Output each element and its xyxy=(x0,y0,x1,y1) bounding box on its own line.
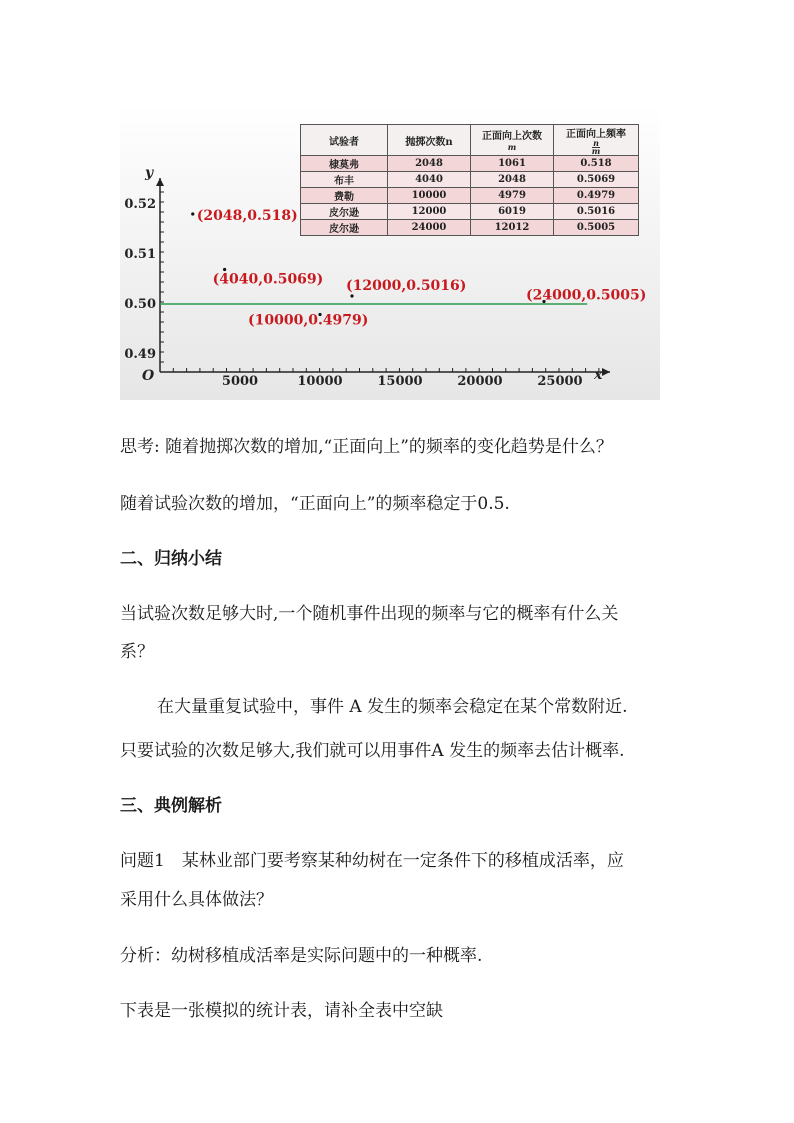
x-axis-label: x xyxy=(594,367,603,383)
x-tick-label: 20000 xyxy=(457,374,503,389)
y-tick-label: 0.51 xyxy=(124,247,156,262)
data-point xyxy=(191,212,194,215)
fraction-n-over-m: $\frac{n}{m}$ xyxy=(591,138,601,156)
problem1-line2: 采用什么具体做法？ xyxy=(120,890,273,910)
section-heading-examples: 三、典例解析 xyxy=(120,796,222,816)
summary-question-line2: 系？ xyxy=(120,642,154,662)
table-header: 试验者 xyxy=(301,125,388,156)
origin-label: O xyxy=(142,368,155,384)
x-tick-label: 10000 xyxy=(297,374,343,389)
analysis-text: 分析：幼树移植成活率是实际问题中的一种概率. xyxy=(120,946,483,966)
x-tick-label: 5000 xyxy=(221,374,259,389)
data-label: (12000,0.5016) xyxy=(346,278,467,294)
x-tick-label: 15000 xyxy=(377,374,423,389)
y-tick-label: 0.52 xyxy=(124,197,156,212)
table-row: 皮尔逊 24000 12012 0.5005 xyxy=(301,220,639,236)
summary-question-line1: 当试验次数足够大时,一个随机事件出现的频率与它的概率有什么关 xyxy=(120,604,619,624)
table-row: 费勒 10000 4979 0.4979 xyxy=(301,188,639,204)
y-axis-arrow xyxy=(156,178,164,186)
table-header: 正面向上频率 $\frac{n}{m}$ xyxy=(554,125,639,156)
summary-paragraph-line2: 只要试验的次数足够大,我们就可以用事件A 发生的频率去估计概率. xyxy=(120,741,625,761)
table-row: 棣莫弗 2048 1061 0.518 xyxy=(301,156,639,172)
think-question: 思考: 随着抛掷次数的增加,“正面向上”的频率的变化趋势是什么？ xyxy=(120,437,613,457)
summary-paragraph-line1: 在大量重复试验中，事件 A 发生的频率会稳定在某个常数附近. xyxy=(157,697,628,717)
section-heading-summary: 二、归纳小结 xyxy=(120,549,222,569)
y-tick-label: 0.49 xyxy=(124,347,156,362)
answer-text: 随着试验次数的增加，“正面向上”的频率稳定于0.5. xyxy=(120,494,510,514)
data-point xyxy=(350,294,353,297)
table-header: 正面向上次数 m xyxy=(471,125,554,156)
coin-toss-table xyxy=(300,124,639,236)
data-label: (10000,0.4979) xyxy=(248,312,369,329)
x-axis-arrow xyxy=(602,368,610,376)
problem1-line1: 问题1 某林业部门要考察某种幼树在一定条件下的移植成活率，应 xyxy=(120,851,624,871)
table-row: 皮尔逊 12000 6019 0.5016 xyxy=(301,204,639,220)
data-label: (24000,0.5005) xyxy=(526,287,647,304)
y-tick-label: 0.50 xyxy=(124,297,156,312)
frequency-figure xyxy=(120,104,660,400)
table-row: 布丰 4040 2048 0.5069 xyxy=(301,172,639,188)
table-header: 抛掷次数n xyxy=(388,125,471,156)
data-label: (2048,0.518) xyxy=(196,208,298,224)
x-tick-label: 25000 xyxy=(537,374,583,389)
y-axis-label: y xyxy=(145,165,154,181)
table-note: 下表是一张模拟的统计表，请补全表中空缺 xyxy=(120,1001,443,1021)
data-label: (4040,0.5069) xyxy=(212,271,324,288)
